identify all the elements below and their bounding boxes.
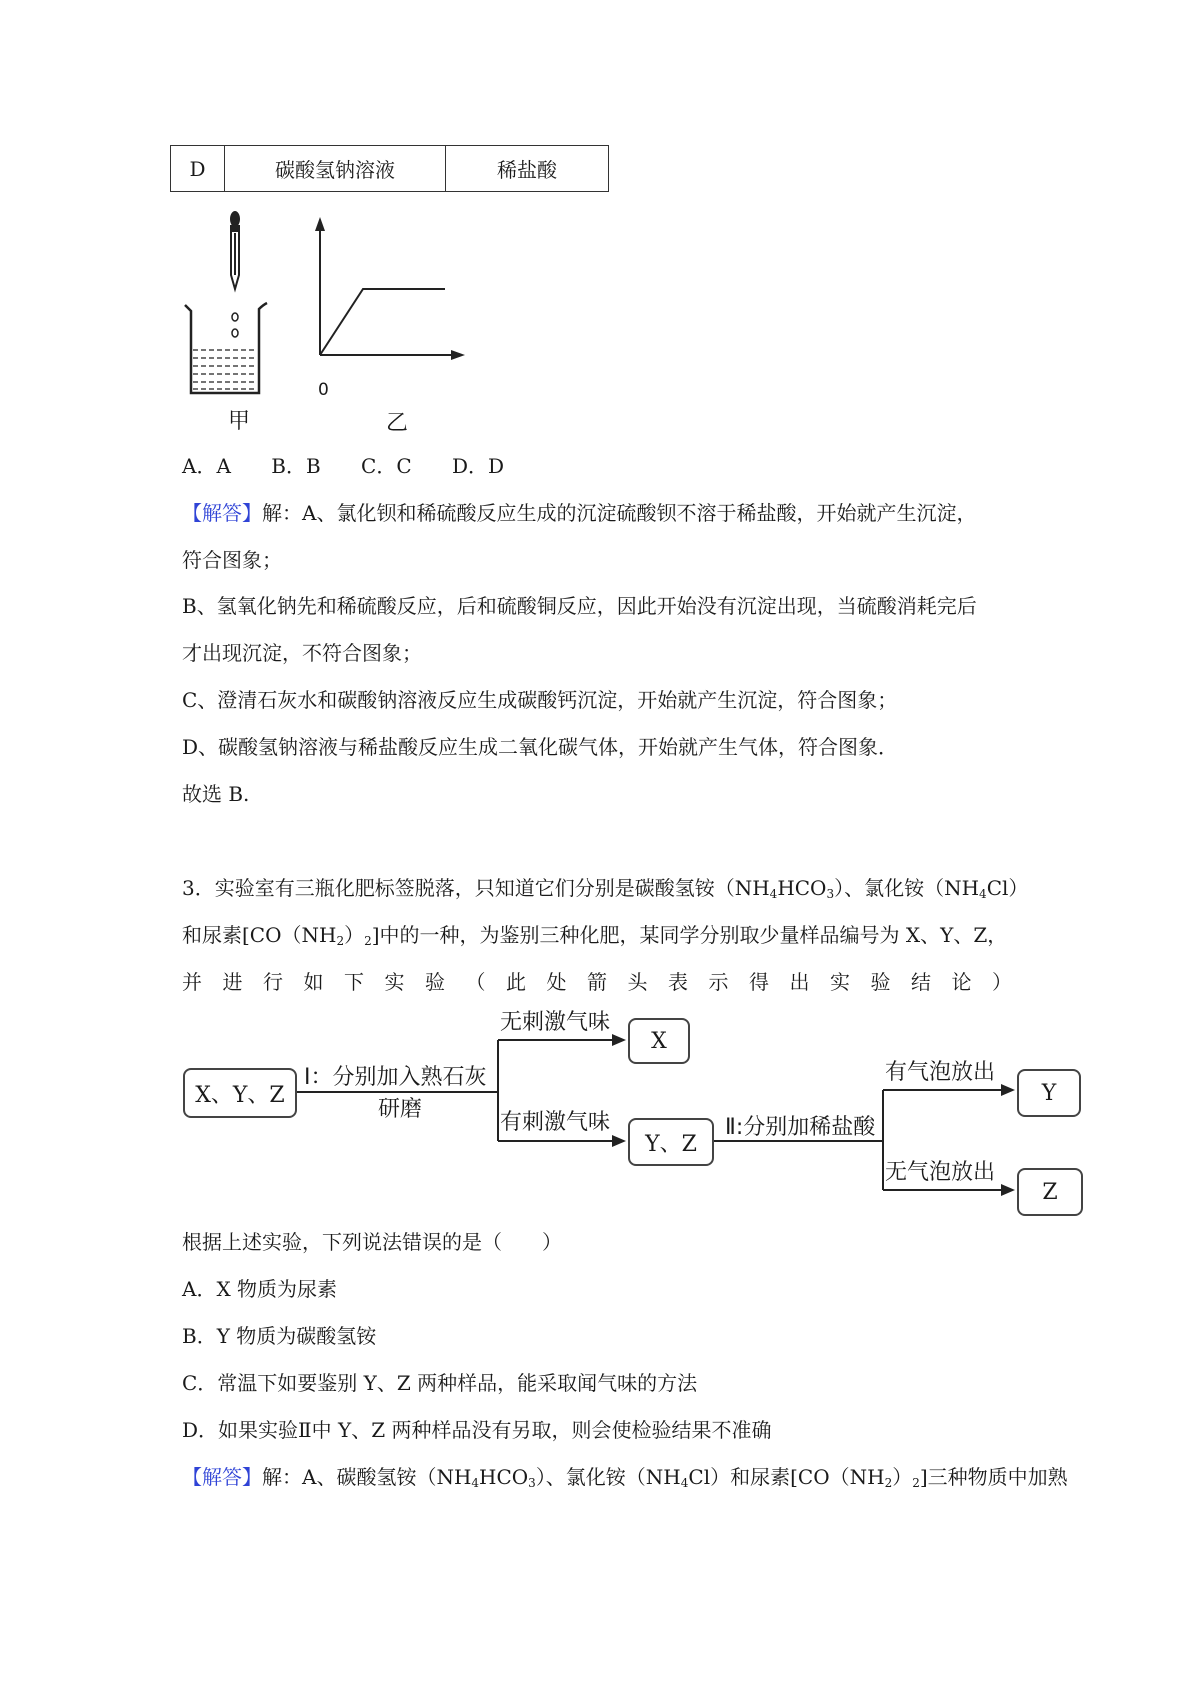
answer-line [182,1463,1068,1497]
flow-step-1-label: Ⅰ：分别加入熟石灰 [304,1065,487,1090]
subscript: 3 [528,1476,536,1490]
question-3-line [182,874,1028,908]
stem-char: 实 [384,970,405,994]
option-b: B．Y 物质为碳酸氢铵 [182,1324,377,1348]
flow-step-2-label: Ⅱ:分别加稀盐酸 [725,1115,876,1140]
stem-char: 行 [263,970,283,994]
stem-char: 结 [911,970,931,994]
flow-box-yz: Y、Z [628,1118,714,1166]
answer-line: D、碳酸氢钠溶液与稀盐酸反应生成二氧化碳气体，开始就产生气体，符合图象． [182,735,899,759]
option-c: C．常温下如要鉴别 Y、Z 两种样品，能采取闻气味的方法 [182,1371,698,1395]
stem-char: 此 [506,970,526,994]
option-letter-cell: D [171,146,225,192]
stem-char: 下 [344,970,364,994]
answer-line: 故选 B. [182,782,250,806]
stem-char: 进 [222,970,243,994]
flow-box-x: X [628,1018,690,1064]
flow-branch-no-smell: 无刺激气味 [500,1010,611,1035]
subscript: 2 [912,1476,920,1490]
stem-char: ） [992,970,1012,994]
question-3-prompt: 根据上述实验，下列说法错误的是（ ） [182,1230,562,1254]
flow-branch-no-bubble: 无气泡放出 [885,1160,996,1185]
stem-text: Cl） [986,876,1029,900]
graph-axes [315,217,465,360]
answer-text: HCO [479,1465,529,1489]
dropper-icon [230,211,240,289]
stem-char: 箭 [587,970,607,994]
subscript: 4 [471,1476,480,1490]
stem-text: ） [344,923,365,947]
answer-tag: 【解答】 [182,501,262,525]
subscript: 3 [826,887,835,901]
stem-text: 3．实验室有三瓶化肥标签脱落，只知道它们分别是碳酸氢铵（NH [182,876,770,900]
option-a: A．X 物质为尿素 [182,1277,338,1301]
beaker-icon [185,303,267,393]
answer-line [182,499,976,527]
subscript: 4 [979,887,987,901]
answer-tag: 【解答】 [182,1465,262,1489]
answer-text: ） [892,1465,913,1489]
reagent-cell: 碳酸氢钠溶液 [225,146,446,192]
subscript: 4 [680,1476,689,1490]
subscript: 2 [884,1476,893,1490]
answer-text: Cl）和尿素[CO（NH [688,1465,885,1489]
stem-char: 处 [546,970,567,994]
figure-label-jia: 甲 [228,409,251,434]
answer-text: ）、氯化铵（NH [535,1465,681,1489]
answer-line: 符合图象； [182,548,282,572]
graph-origin-label: 0 [318,380,329,400]
figure-label-yi: 乙 [386,411,409,436]
answer-line: B、氢氧化钠先和稀硫酸反应，后和硫酸铜反应，因此开始没有沉淀出现，当硫酸消耗完后 [182,594,977,618]
answer-text: 解：A、氯化钡和稀硫酸反应生成的沉淀硫酸钡不溶于稀盐酸，开始就产生沉淀， [262,501,977,525]
choice-a: A．A [182,454,231,478]
stem-char: 如 [303,970,324,994]
experiment-figure [175,205,475,435]
answer-line: 才出现沉淀，不符合图象； [182,641,422,665]
stem-char: 论 [951,970,972,994]
reagent-cell: 稀盐酸 [446,146,609,192]
stem-char: 表 [668,970,688,994]
subscript: 2 [336,934,345,948]
flow-step-1-sublabel: 研磨 [378,1097,423,1122]
stem-text: ）、氯化铵（NH [834,876,980,900]
flow-branch-smell: 有刺激气味 [500,1110,611,1135]
stem-char: 验 [425,970,445,994]
table-row [171,146,609,192]
stem-text: HCO [777,876,827,900]
stem-text: ]中的一种，为鉴别三种化肥，某同学分别取少量样品编号为 X、Y、Z， [371,923,1008,947]
stem-char: 实 [830,970,850,994]
choices-row [182,452,504,480]
question-3-line [182,968,1012,996]
answer-line: C、澄清石灰水和碳酸钠溶液反应生成碳酸钙沉淀，开始就产生沉淀，符合图象； [182,688,898,712]
stem-char: 出 [789,970,810,994]
question-3-line [182,921,1007,955]
stem-char: （ [465,970,486,994]
flow-box-y: Y [1017,1069,1081,1117]
flow-box-z: Z [1017,1168,1083,1216]
choice-d: D．D [451,454,505,478]
stem-char: 头 [627,970,648,994]
stem-char: 并 [182,970,202,994]
option-d: D．如果实验Ⅱ中 Y、Z 两种样品没有另取，则会使检验结果不准确 [182,1418,772,1442]
stem-char: 得 [749,970,769,994]
option-table [170,145,609,192]
choice-c: C．C [361,454,412,478]
subscript: 2 [364,934,372,948]
flow-box-xyz: X、Y、Z [183,1068,297,1118]
answer-text: ]三种物质中加熟 [919,1465,1068,1489]
subscript: 4 [769,887,778,901]
stem-text: 和尿素[CO（NH [182,923,337,947]
answer-text: 解：A、碳酸氢铵（NH [262,1465,472,1489]
flow-branch-bubble: 有气泡放出 [885,1060,996,1085]
stem-char: 验 [870,970,891,994]
choice-b: B．B [271,454,321,478]
stem-char: 示 [708,970,729,994]
